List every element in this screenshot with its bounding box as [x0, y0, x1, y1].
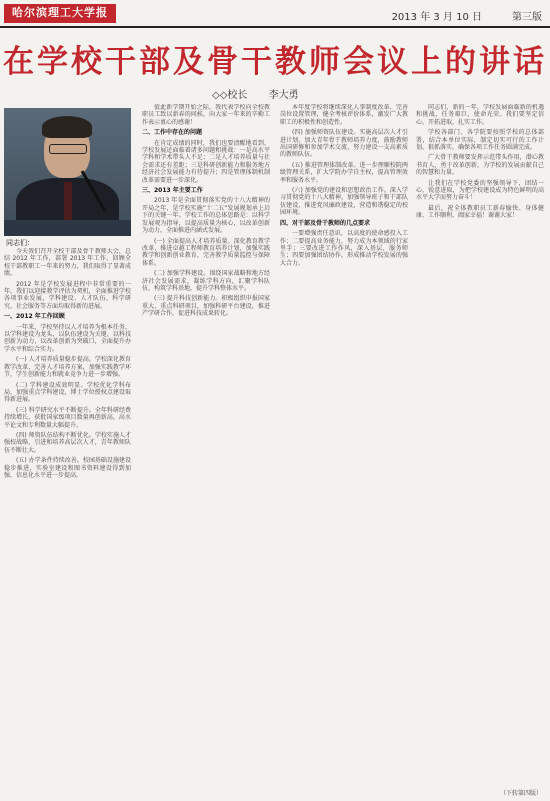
speaker-photo — [4, 108, 131, 236]
paragraph: 学校各部门、各学院要按照学校的总体部署，结合本单位实际，制定切实可行的工作计划，狠抓落实，确保各项工作任务圆满完成。 — [416, 129, 544, 152]
paragraph: 2012 年是学校发展进程中非常重要的一年，我们以迎接教学评估为契机，全面推进学校各项事业发展，学科建设、人才队伍、科学研究、社会服务等方面均取得新的进展。 — [4, 280, 131, 310]
byline — [212, 86, 299, 101]
paragraph: 在肯定成绩的同时，我们也要清醒地看到，学校发展还面临着诸多问题和挑战：一是高水平学科和学术带头人不足；二是人才培养质量与社会需求还有差距；三是科研创新能力和服务地方经济社会发展能力有待提升；四是管理体制机制改革需要进一步深化。 — [142, 139, 270, 184]
headline: 在学校干部及骨干教师会议上的讲话 — [3, 44, 547, 80]
paragraph: (二) 加强学科建设。围绕国家战略和地方经济社会发展需求，凝练学科方向，汇聚学科队伍，构筑学科基地，提升学科整体水平。 — [142, 270, 270, 292]
byline-author: 李大勇 — [268, 90, 299, 101]
paragraph: (一) 全面提高人才培养质量。深化教育教学改革，推进卓越工程师教育培养计划，加强实践教学和创新创业教育，完善教学质量监控与保障体系。 — [142, 237, 270, 267]
photo-table — [4, 220, 131, 236]
section-heading: 一、2012 年工作回顾 — [4, 313, 65, 321]
paragraph: 广大骨干教师要发挥示范带头作用，潜心教书育人，勇于改革创新，为学校的发展贡献自己的智慧和力量。 — [416, 154, 544, 177]
paragraph: 值此新学期开始之际，我代表学校向全校教职员工致以新春的问候，向大家一年来的辛勤工作表示衷心的感谢！ — [142, 104, 270, 126]
section-heading: 三、2013 年主要工作 — [142, 187, 203, 195]
paragraph: 同志们，新的一年，学校发展面临新的机遇和挑战，任务艰巨，使命光荣。我们要坚定信心，开拓进取，扎实工作。 — [416, 104, 544, 126]
article-column-4 — [416, 104, 544, 788]
paragraph: 一要增强责任意识，以高度的使命感投入工作；二要提高业务能力，努力成为本领域的行家里手；三要改进工作作风，深入基层，服务师生；四要加强团结协作，形成推动学校发展的强大合力。 — [280, 230, 408, 267]
byline-prefix: ◇◇校长 — [212, 90, 248, 101]
paragraph: 本年度学校将继续深化人事制度改革，完善岗位设置管理，健全考核评价体系，激发广大教职工的积极性和创造性。 — [280, 104, 408, 126]
paragraph: 最后，祝全体教职员工新春愉快、身体健康、工作顺利、阖家幸福！谢谢大家！ — [416, 204, 544, 220]
paragraph: (五) 办学条件持续改善。校园基础设施建设稳步推进，实验室建设和图书资料建设得到加强，信息化水平进一步提高。 — [4, 457, 131, 479]
article-column-2 — [142, 104, 270, 788]
paragraph: 今天我们召开全校干部及骨干教师大会，总结 2012 年工作，部署 2013 年工作，回顾全校干部教职工一年来的努力，我们取得了显著成绩。 — [4, 248, 131, 278]
paper-name: 哈尔滨理工大学报 — [4, 4, 116, 23]
article-column-3 — [280, 104, 408, 788]
paragraph: (三) 提升科技创新能力。积极组织申报国家重大、重点科研项目，加强科研平台建设，推进产学研合作，促进科技成果转化。 — [142, 295, 270, 318]
photo-tie — [64, 182, 72, 222]
paragraph: (三) 科学研究水平不断提升。全年科研经费持续增长，获批国家级项目数量再创新高，高水平论文和专利数量大幅提升。 — [4, 406, 131, 429]
article-column-1 — [4, 248, 131, 788]
paragraph: (四) 师资队伍结构不断优化。学校实施人才强校战略，引进和培养高层次人才，青年教师队伍不断壮大。 — [4, 431, 131, 454]
paragraph: 2013 年是全面贯彻落实党的十八大精神的开局之年，是学校实施“十二五”发展规划承上启下的关键一年。学校工作的总体思路是：以科学发展观为指导，以提高质量为核心，以改革创新为动力，全面推进内涵式发展。 — [142, 197, 270, 235]
issue-date: 2013 年 3 月 10 日 — [391, 12, 482, 23]
opening-salutation: 同志们： — [6, 239, 34, 247]
paragraph: (二) 学科建设成效明显。学校优化学科布局，加强重点学科建设，博士学位授权点建设取得新进展。 — [4, 381, 131, 404]
section-heading: 二、工作中存在的问题 — [142, 129, 203, 137]
paragraph: (四) 加强师资队伍建设。实施高层次人才引进计划，加大青年骨干教师培养力度，鼓励教师出国研修和参加学术交流，努力建设一支高素质的教师队伍。 — [280, 129, 408, 159]
photo-hair — [42, 116, 92, 138]
paragraph: (五) 推进管理体制改革。进一步理顺校院两级管理关系，扩大学院办学自主权，提高管理效率和服务水平。 — [280, 161, 408, 184]
photo-glasses — [49, 144, 87, 154]
continuation-note: （下转第四版） — [499, 790, 542, 797]
paragraph: 让我们在学校党委的坚强领导下，团结一心，锐意进取，为把学校建设成为特色鲜明的高水平大学而努力奋斗！ — [416, 179, 544, 202]
masthead — [0, 0, 550, 28]
page-number: 第三版 — [512, 12, 542, 23]
paragraph: (一) 人才培养质量稳步提高。学校深化教育教学改革，完善人才培养方案，加强实践教学环节，学生创新能力和就业竞争力进一步增强。 — [4, 356, 131, 379]
section-heading: 四、对干部及骨干教师的几点要求 — [280, 219, 371, 227]
paragraph: 一年来，学校坚持以人才培养为根本任务，以学科建设为龙头，以队伍建设为关键，以科技创新为动力，以改革创新为突破口，全面提升办学水平和综合实力。 — [4, 323, 131, 353]
paragraph: (六) 加强党的建设和思想政治工作。深入学习贯彻党的十八大精神，加强领导班子和干部队伍建设，推进党风廉政建设，营造和谐稳定的校园环境。 — [280, 187, 408, 217]
